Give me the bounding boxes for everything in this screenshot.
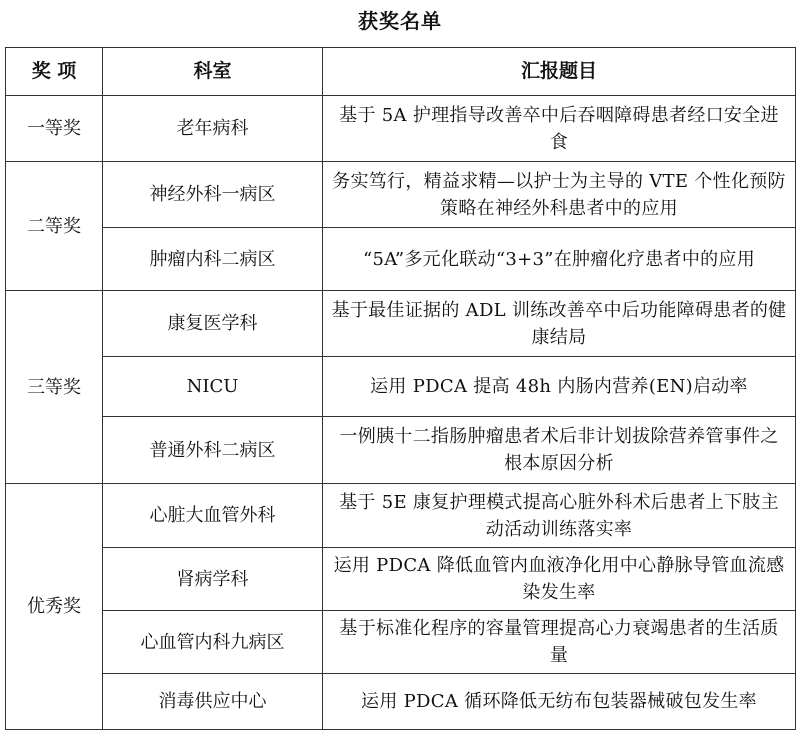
dept-cell: 心脏大血管外科 bbox=[103, 484, 323, 548]
table-row bbox=[6, 611, 796, 674]
dept-cell: 老年病科 bbox=[103, 96, 323, 162]
header-dept: 科室 bbox=[103, 48, 323, 96]
dept-cell: 康复医学科 bbox=[103, 291, 323, 357]
topic-cell: 一例胰十二指肠肿瘤患者术后非计划拔除营养管事件之根本原因分析 bbox=[323, 417, 796, 484]
table-row bbox=[6, 228, 796, 291]
table-row bbox=[6, 484, 796, 548]
award-cell-first: 一等奖 bbox=[6, 96, 103, 162]
dept-cell: 肿瘤内科二病区 bbox=[103, 228, 323, 291]
dept-cell: 心血管内科九病区 bbox=[103, 611, 323, 674]
topic-cell: 务实笃行，精益求精—以护士为主导的 VTE 个性化预防策略在神经外科患者中的应用 bbox=[323, 162, 796, 228]
table-row bbox=[6, 674, 796, 730]
topic-cell: 基于标准化程序的容量管理提高心力衰竭患者的生活质量 bbox=[323, 611, 796, 674]
award-cell-excellence: 优秀奖 bbox=[6, 484, 103, 730]
topic-cell: 运用 PDCA 提高 48h 内肠内营养(EN)启动率 bbox=[323, 357, 796, 417]
dept-cell: 普通外科二病区 bbox=[103, 417, 323, 484]
header-topic: 汇报题目 bbox=[323, 48, 796, 96]
dept-cell: NICU bbox=[103, 357, 323, 417]
header-award: 奖 项 bbox=[6, 48, 103, 96]
header-row bbox=[6, 48, 796, 96]
topic-cell: 基于 5A 护理指导改善卒中后吞咽障碍患者经口安全进食 bbox=[323, 96, 796, 162]
topic-cell: 基于最佳证据的 ADL 训练改善卒中后功能障碍患者的健康结局 bbox=[323, 291, 796, 357]
table-row bbox=[6, 291, 796, 357]
table-row bbox=[6, 548, 796, 611]
topic-cell: 运用 PDCA 循环降低无纺布包装器械破包发生率 bbox=[323, 674, 796, 730]
award-table bbox=[5, 47, 796, 730]
table-row bbox=[6, 96, 796, 162]
dept-cell: 神经外科一病区 bbox=[103, 162, 323, 228]
table-row bbox=[6, 417, 796, 484]
table-row bbox=[6, 357, 796, 417]
dept-cell: 肾病学科 bbox=[103, 548, 323, 611]
topic-cell: 基于 5E 康复护理模式提高心脏外科术后患者上下肢主动活动训练落实率 bbox=[323, 484, 796, 548]
topic-cell: “5A”多元化联动“3+3”在肿瘤化疗患者中的应用 bbox=[323, 228, 796, 291]
dept-cell: 消毒供应中心 bbox=[103, 674, 323, 730]
award-cell-third: 三等奖 bbox=[6, 291, 103, 484]
award-cell-second: 二等奖 bbox=[6, 162, 103, 291]
topic-cell: 运用 PDCA 降低血管内血液净化用中心静脉导管血流感染发生率 bbox=[323, 548, 796, 611]
page-title: 获奖名单 bbox=[358, 9, 442, 33]
table-row bbox=[6, 162, 796, 228]
